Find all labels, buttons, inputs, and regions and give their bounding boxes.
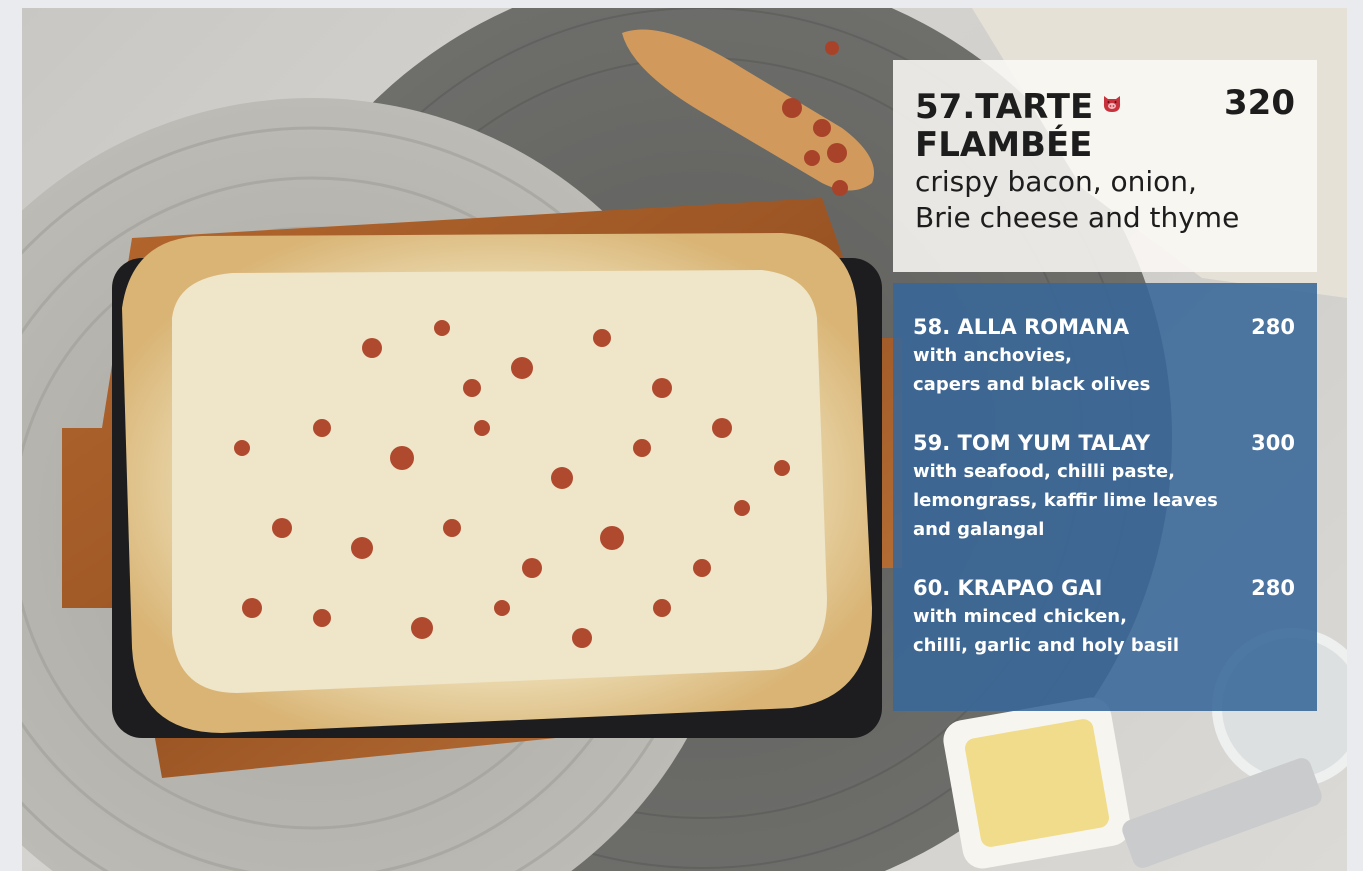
menu-item <box>913 429 1295 544</box>
menu-item-header <box>913 429 1295 457</box>
menu-item-desc-line: with minced chicken, <box>913 606 1127 627</box>
featured-dish-description <box>915 164 1295 236</box>
menu-item-desc-line: capers and black olives <box>913 374 1151 395</box>
menu-item-name: 60. KRAPAO GAI <box>913 576 1103 600</box>
menu-item-description <box>913 457 1295 544</box>
menu-item-name: 58. ALLA ROMANA <box>913 315 1130 339</box>
menu-item-header <box>913 313 1295 341</box>
menu-item-price: 280 <box>1251 315 1295 339</box>
menu-item <box>913 313 1295 399</box>
pork-icon <box>1101 84 1123 104</box>
menu-item-description <box>913 341 1295 399</box>
menu-item-description <box>913 602 1295 660</box>
menu-item-desc-line: with anchovies, <box>913 345 1072 366</box>
featured-dish-card <box>893 60 1317 272</box>
featured-dish-name-line1: 57.TARTE <box>915 87 1094 127</box>
menu-item-price: 300 <box>1251 431 1295 455</box>
featured-dish-desc-line1: crispy bacon, onion, <box>915 165 1197 198</box>
menu-item-desc-line: lemongrass, kaffir lime leaves <box>913 490 1218 511</box>
featured-dish-name <box>915 84 1175 164</box>
featured-dish-name-line2: FLAMBÉE <box>915 125 1093 165</box>
featured-dish-price: 320 <box>1224 83 1295 123</box>
menu-item-price: 280 <box>1251 576 1295 600</box>
menu-item-name: 59. TOM YUM TALAY <box>913 431 1151 455</box>
featured-dish-desc-line2: Brie cheese and thyme <box>915 201 1240 234</box>
featured-dish-header <box>915 84 1295 164</box>
menu-page <box>22 8 1347 871</box>
menu-item-desc-line: and galangal <box>913 519 1045 540</box>
menu-list-panel <box>893 283 1317 711</box>
menu-item <box>913 574 1295 660</box>
menu-item-header <box>913 574 1295 602</box>
menu-item-desc-line: chilli, garlic and holy basil <box>913 635 1180 656</box>
menu-item-desc-line: with seafood, chilli paste, <box>913 461 1175 482</box>
